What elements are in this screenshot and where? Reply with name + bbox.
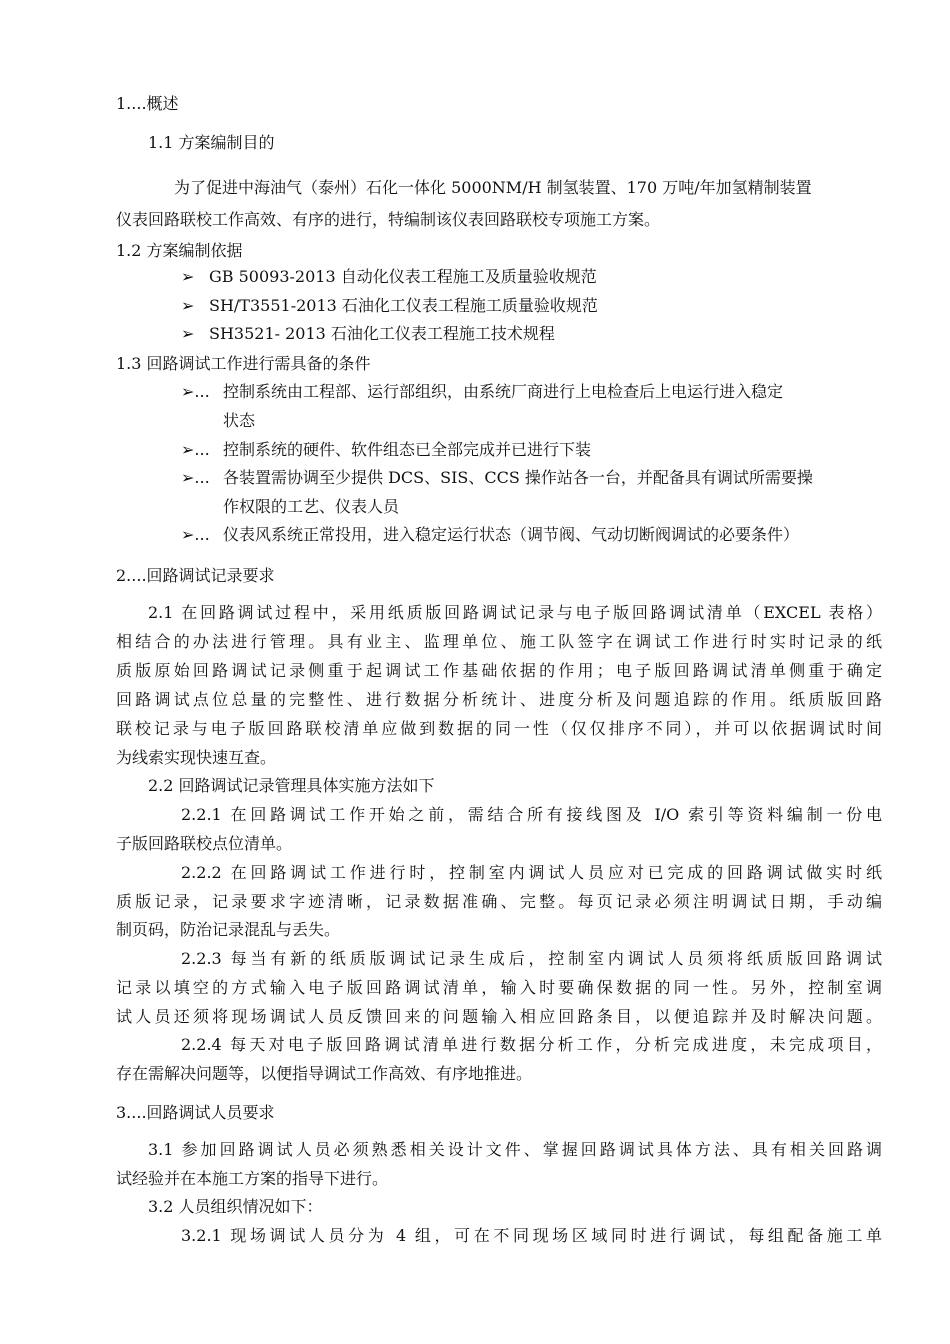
subsection-2-2-heading: 2.2 回路调试记录管理具体实施方法如下 [148,776,435,795]
reference-item [181,295,598,317]
condition-text: 控制系统由工程部、运行部组织，由系统厂商进行上电检查后上电运行进入稳定 [223,382,784,401]
paragraph-line: 制页码，防治记录混乱与丢失。 [116,920,341,939]
arrow-bullet-icon: ➢ [181,324,195,343]
subsection-1-3-heading: 1.3 回路调试工作进行需具备的条件 [116,354,371,373]
subsection-1-1-heading: 1.1 方案编制目的 [148,133,275,152]
arrow-bullet-icon: ➢... [181,382,210,401]
paragraph-line: 联校记录与电子版回路联校清单应做到数据的同一性（仅仅排序不同），并可以依据调试时间 [116,719,882,738]
paragraph-line: 3.1 参加回路调试人员必须熟悉相关设计文件、掌握回路调试具体方法、具有相关回路调 [148,1140,882,1159]
paragraph-line: 试人员还须将现场调试人员反馈回来的问题输入相应回路条目，以便追踪并及时解决问题。 [116,1007,882,1026]
condition-text: 控制系统的硬件、软件组态已全部完成并已进行下装 [223,440,592,459]
reference-item [181,266,597,288]
arrow-bullet-icon: ➢... [181,525,210,544]
reference-text: SH3521- 2013 石油化工仪表工程施工技术规程 [209,324,555,343]
section-2-heading: 2....回路调试记录要求 [116,566,275,585]
arrow-bullet-icon: ➢ [181,296,195,315]
arrow-bullet-icon: ➢... [181,440,210,459]
section-1-heading: 1....概述 [116,94,179,113]
condition-item [181,439,591,461]
subsection-1-2-heading: 1.2 方案编制依据 [116,241,243,260]
condition-item [181,467,813,489]
paragraph-line: 试经验并在本施工方案的指导下进行。 [116,1169,389,1188]
condition-item [181,381,783,403]
paragraph-line: 回路调试点位总量的完整性、进行数据分析统计、进度分析及问题追踪的作用。纸质版回路 [116,690,882,709]
paragraph-line: 质版记录，记录要求字迹清晰，记录数据准确、完整。每页记录必须注明调试日期，手动编 [116,892,882,911]
condition-text: 仪表风系统正常投用，进入稳定运行状态（调节阀、气动切断阀调试的必要条件） [223,525,800,544]
paragraph-line: 3.2.1 现场调试人员分为 4 组，可在不同现场区域同时进行调试，每组配备施工单 [181,1226,882,1245]
paragraph-line: 2.2.2 在回路调试工作进行时，控制室内调试人员应对已完成的回路调试做实时纸 [181,863,882,882]
reference-item [181,323,555,345]
arrow-bullet-icon: ➢ [181,267,195,286]
paragraph-line: 2.1 在回路调试过程中，采用纸质版回路调试记录与电子版回路调试清单（EXCEL 表格） [148,603,882,622]
purpose-line-2: 仪表回路联校工作高效、有序的进行，特编制该仪表回路联校专项施工方案。 [116,210,661,229]
paragraph-line: 2.2.4 每天对电子版回路调试清单进行数据分析工作，分析完成进度，未完成项目， [181,1035,882,1054]
purpose-line-1: 为了促进中海油气（泰州）石化一体化 5000NM/H 制氢装置、170 万吨/年加氢精制装置 [174,178,812,197]
paragraph-line: 子版回路联校点位清单。 [116,834,293,853]
condition-item [181,524,799,546]
arrow-bullet-icon: ➢... [181,468,210,487]
paragraph-line: 为线索实现快速互查。 [116,748,277,767]
paragraph-line: 质版原始回路调试记录侧重于起调试工作基础依据的作用；电子版回路调试清单侧重于确定 [116,661,882,680]
paragraph-line: 2.2.3 每当有新的纸质版调试记录生成后，控制室内调试人员须将纸质版回路调试 [181,949,882,968]
section-3-heading: 3....回路调试人员要求 [116,1103,275,1122]
condition-text-cont: 作权限的工艺、仪表人员 [223,497,400,516]
reference-text: SH/T3551-2013 石油化工仪表工程施工质量验收规范 [209,296,598,315]
condition-text-cont: 状态 [223,411,256,430]
paragraph-line: 存在需解决问题等，以便指导调试工作高效、有序地推进。 [116,1064,533,1083]
paragraph-line: 记录以填空的方式输入电子版回路调试清单，输入时要确保数据的同一性。另外，控制室调 [116,978,882,997]
paragraph-line: 相结合的办法进行管理。具有业主、监理单位、施工队签字在调试工作进行时实时记录的纸 [116,632,882,651]
reference-text: GB 50093-2013 自动化仪表工程施工及质量验收规范 [209,267,597,286]
condition-text: 各装置需协调至少提供 DCS、SIS、CCS 操作站各一台，并配备具有调试所需要操 [223,468,813,487]
paragraph-line: 2.2.1 在回路调试工作开始之前，需结合所有接线图及 I/O 索引等资料编制一份电 [181,805,882,824]
subsection-3-2-heading: 3.2 人员组织情况如下： [148,1197,323,1216]
